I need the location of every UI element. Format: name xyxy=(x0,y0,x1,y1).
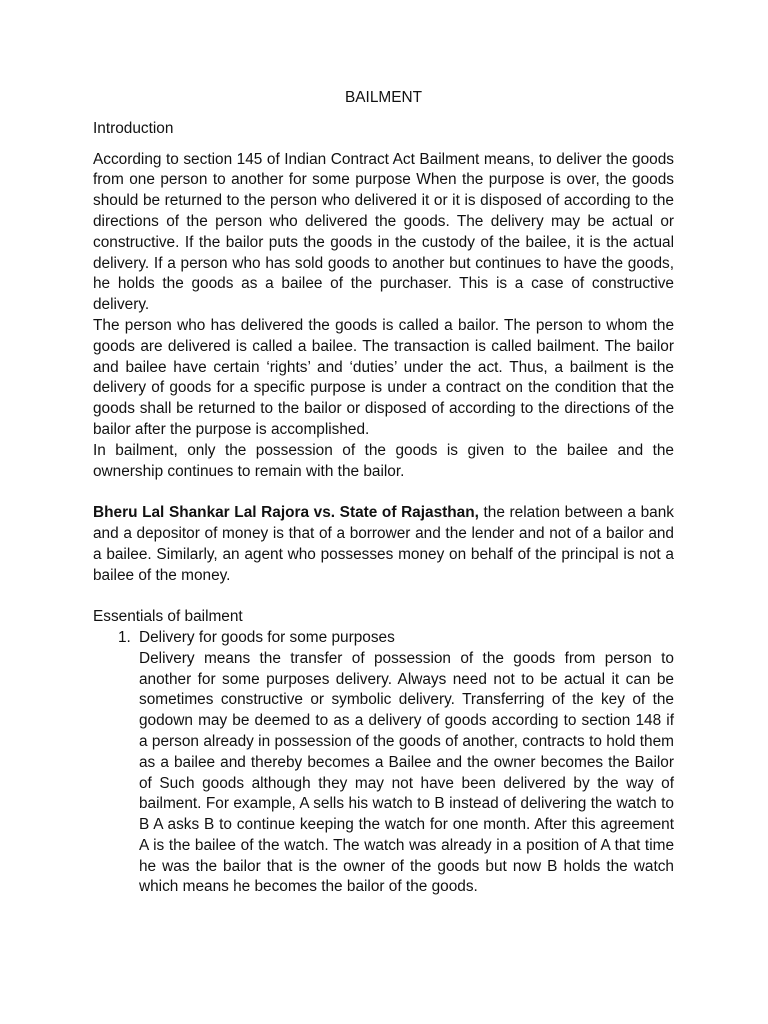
list-item-body: Delivery means the transfer of possession of the goods from person to another for some purposes delivery. Always need not to be actual it can be sometimes constructive or symbolic delivery. Transferring of the key of the godown may be deemed to as a delivery of goods according to section 148 if a person already in possession of the goods of another, contracts to hold them as a bailee and thereby becomes a Bailee and the owner becomes the Bailor of Such goods although they may not have been delivered by the way of bailment. For example, A sells his watch to B instead of delivering the watch to B A asks B to continue keeping the watch for one month. After this agreement A is the bailee of the watch. The watch was already in a position of A that time he was the bailor that is the owner of the goods but now B holds the watch which means he becomes the bailor of the goods. xyxy=(139,649,674,896)
essentials-heading: Essentials of bailment xyxy=(93,608,243,626)
list-item xyxy=(93,628,674,898)
list-item-number: 1. xyxy=(118,628,131,646)
document-title: BAILMENT xyxy=(345,89,422,106)
intro-paragraph-1: According to section 145 of Indian Contract Act Bailment means, to deliver the goods from one person to another for some purpose When the purpose is over, the goods should be returned to the person who delivered it or it is disposed of according to the directions of the person who delivered the goods. The delivery may be actual or constructive. If the bailor puts the goods in the custody of the bailee, it is the actual delivery. If a person who has sold goods to another but continues to have the goods, he holds the goods as a bailee of the purchaser. This is a case of constructive delivery. xyxy=(93,150,674,314)
list-item-title: Delivery for goods for some purposes xyxy=(139,628,395,646)
case-paragraph xyxy=(93,503,674,586)
intro-paragraph-2: The person who has delivered the goods is called a bailor. The person to whom the goods are delivered is called a bailee. The transaction is called bailment. The bailor and bailee have certain ‘rights’ and ‘duties’ under the act. Thus, a bailment is the delivery of goods for a specific purpose is under a contract on the condition that the goods shall be returned to the bailor or disposed of according to the directions of the bailor after the purpose is accomplished. xyxy=(93,316,674,438)
document-page xyxy=(93,88,674,898)
paragraph-spacer xyxy=(93,482,674,503)
essentials-list xyxy=(93,628,674,898)
introduction-heading: Introduction xyxy=(93,119,174,137)
intro-paragraph-3: In bailment, only the possession of the goods is given to the bailee and the ownership continues to remain with the bailor. xyxy=(93,441,674,480)
paragraph-spacer xyxy=(93,586,674,607)
case-name: Bheru Lal Shankar Lal Rajora vs. State of Rajasthan, xyxy=(93,504,479,522)
case-text: the relation between a bank and a depositor of money is that of a borrower and the lender and not of a bailor and a bailee. Similarly, an agent who possesses money on behalf of the principal is not a bailee of the money. xyxy=(93,504,674,584)
